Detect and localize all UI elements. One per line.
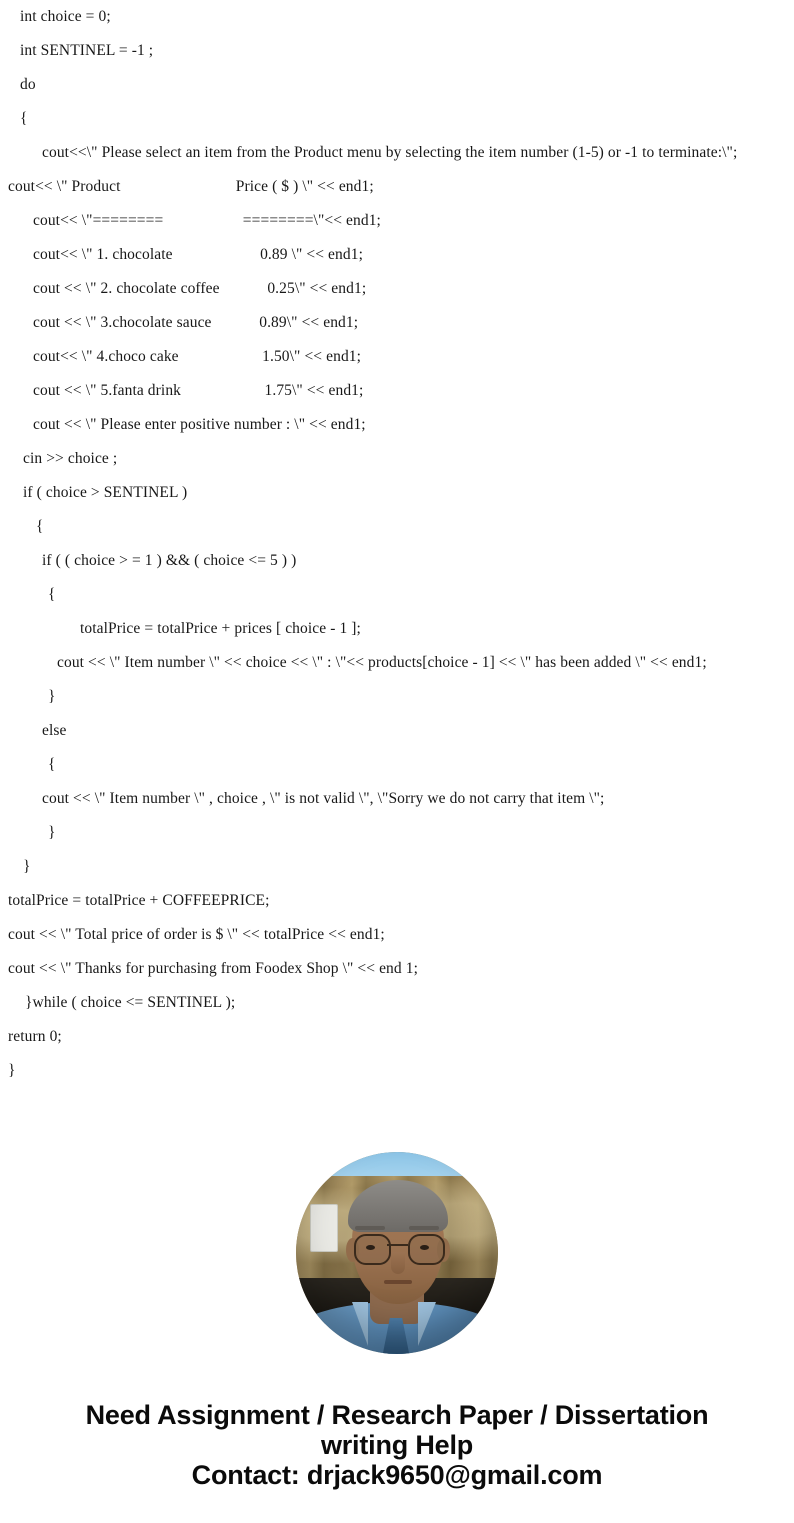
code-line: {: [48, 756, 56, 773]
code-line: cout<< \" Product Price ( $ ) \" << end1;: [8, 178, 374, 195]
photo-wall-switch: [310, 1204, 338, 1252]
code-line: cout<<\" Please select an item from the Product menu by selecting the item number (1-5) or -1 to terminate:\";: [42, 144, 738, 161]
code-line: cout << \" Item number \" << choice << \" : \"<< products[choice - 1] << \" has been added \" << end1;: [57, 654, 707, 671]
code-line: }: [8, 1062, 16, 1079]
code-line: cout << \" 5.fanta drink 1.75\" << end1;: [33, 382, 364, 399]
photo-mouth: [384, 1280, 412, 1284]
code-line: cin >> choice ;: [23, 450, 118, 467]
photo-nose: [391, 1252, 405, 1274]
photo-collar-left: [352, 1302, 368, 1346]
code-line: if ( ( choice > = 1 ) && ( choice <= 5 ) ): [42, 552, 297, 569]
code-line: {: [20, 110, 28, 127]
footer-contact-line: Contact: drjack9650@gmail.com: [191, 1460, 603, 1490]
footer-headline-line-1: Need Assignment / Research Paper / Dissertation: [85, 1400, 709, 1430]
code-line: }while ( choice <= SENTINEL );: [25, 994, 236, 1011]
photo-collar-right: [418, 1302, 436, 1346]
code-line: cout<< \" 1. chocolate 0.89 \" << end1;: [33, 246, 363, 263]
code-line: else: [42, 722, 67, 739]
code-line: }: [48, 824, 56, 841]
code-line: }: [48, 688, 56, 705]
code-line: return 0;: [8, 1028, 62, 1045]
avatar: [296, 1152, 498, 1354]
code-line: {: [48, 586, 56, 603]
code-line: totalPrice = totalPrice + prices [ choice - 1 ];: [80, 620, 361, 637]
code-line: cout<< \" 4.choco cake 1.50\" << end1;: [33, 348, 362, 365]
portrait-photo: [296, 1152, 498, 1354]
code-line: cout << \" Total price of order is $ \" << totalPrice << end1;: [8, 926, 385, 943]
code-line: do: [20, 76, 36, 93]
code-line: cout << \" 2. chocolate coffee 0.25\" << end1;: [33, 280, 367, 297]
code-line: cout << \" Thanks for purchasing from Foodex Shop \" << end 1;: [8, 960, 418, 977]
code-line: {: [36, 518, 44, 535]
footer-advertisement: [0, 1400, 794, 1490]
code-line: int choice = 0;: [20, 8, 111, 25]
code-line: cout << \" Please enter positive number : \" << end1;: [33, 416, 366, 433]
photo-eye-right: [420, 1245, 429, 1250]
photo-eyeglass-bridge: [387, 1244, 408, 1246]
code-line: cout<< \"======== ========\"<< end1;: [33, 212, 381, 229]
code-line: int SENTINEL = -1 ;: [20, 42, 154, 59]
code-line: cout << \" 3.chocolate sauce 0.89\" << end1;: [33, 314, 359, 331]
code-line: cout << \" Item number \" , choice , \" is not valid \", \"Sorry we do not carry that item \";: [42, 790, 605, 807]
footer-headline-line-2: writing Help: [320, 1430, 474, 1460]
code-line: totalPrice = totalPrice + COFFEEPRICE;: [8, 892, 270, 909]
photo-eyebrow-left: [355, 1226, 385, 1230]
photo-eye-left: [366, 1245, 375, 1250]
code-line: }: [23, 858, 31, 875]
code-line: if ( choice > SENTINEL ): [23, 484, 188, 501]
photo-eyebrow-right: [409, 1226, 439, 1230]
